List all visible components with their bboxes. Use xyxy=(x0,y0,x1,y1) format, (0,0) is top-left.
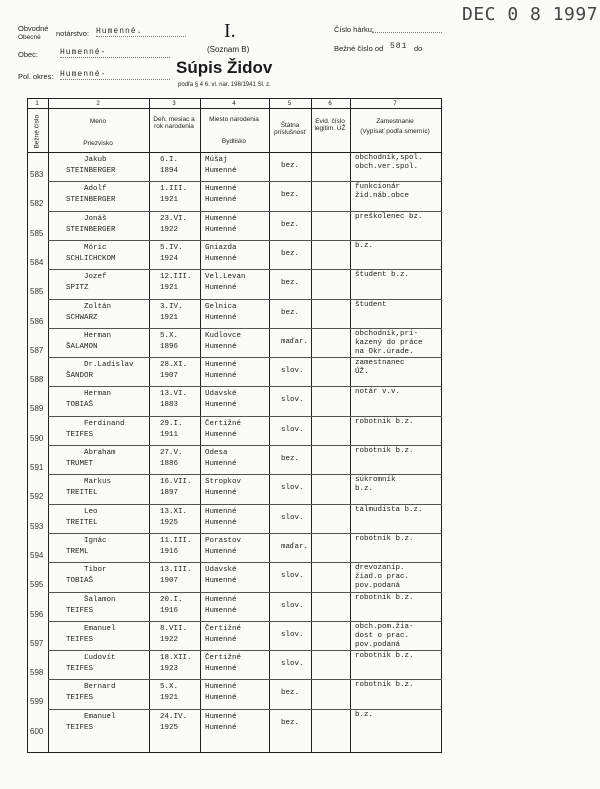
birth-year: 1894 xyxy=(160,167,179,175)
table-row xyxy=(0,386,600,415)
birth-place: Humenné xyxy=(205,712,237,721)
table-row xyxy=(0,299,600,328)
birth-year: 1921 xyxy=(160,313,179,322)
obec-label: Obec: xyxy=(18,50,39,59)
birth-place: Gelnica xyxy=(205,302,237,311)
first-name: Jonáš xyxy=(84,214,107,223)
last-name: TREITEL xyxy=(66,489,98,498)
residence: Humenné xyxy=(205,489,237,498)
birth-year: 1883 xyxy=(160,401,179,410)
birth-date: 29.I. xyxy=(160,419,183,428)
table-row xyxy=(0,328,600,357)
table-row xyxy=(0,592,600,621)
last-name: TEIFES xyxy=(66,606,94,615)
last-name: STEINBERGER xyxy=(66,167,116,175)
first-name: Móric xyxy=(84,243,107,252)
birth-date: 5.X. xyxy=(160,683,179,692)
first-name: Bernard xyxy=(84,683,116,692)
row-number: 587 xyxy=(30,345,44,355)
nationality: bez. xyxy=(281,718,300,727)
birth-date: 13.XI. xyxy=(160,507,188,516)
birth-date: 1.III. xyxy=(160,185,188,194)
nationality: slov. xyxy=(281,513,304,522)
birth-date: 27.V. xyxy=(160,449,183,457)
col-header-statna: Štátna príslušnosť xyxy=(273,122,307,137)
birth-place: Humenné xyxy=(205,185,237,194)
page-subtitle: podľa § 4 6. vl. nar. 198/1941 Sl. z. xyxy=(178,82,271,88)
row-number: 590 xyxy=(30,433,44,443)
nationality: slov. xyxy=(281,425,304,434)
occupation-line-1: b.z. xyxy=(355,710,374,719)
first-name: Šalamon xyxy=(84,595,116,604)
first-name: Emanuel xyxy=(84,624,116,633)
birth-date: 11.III. xyxy=(160,536,192,545)
last-name: ŠALAMON xyxy=(66,342,98,351)
first-name: Dr.Ladislav xyxy=(84,361,134,370)
nationality: slov. xyxy=(281,630,304,639)
nationality: maďar. xyxy=(281,542,309,551)
birth-place: Udavské xyxy=(205,566,237,575)
first-name: Markus xyxy=(84,478,112,487)
birth-date: 23.VI. xyxy=(160,214,188,223)
table-row-rule xyxy=(27,108,442,109)
birth-date: 5.X. xyxy=(160,331,179,340)
first-name: Adolf xyxy=(84,185,107,194)
birth-year: 1925 xyxy=(160,723,179,732)
col-header-bezne-cislo: Bežné číslo xyxy=(33,114,41,149)
last-name: STEINBERGER xyxy=(66,196,116,205)
birth-date: 13.III. xyxy=(160,566,192,575)
occupation-line-1: funkcionár xyxy=(355,183,401,192)
nationality: bez. xyxy=(281,308,300,317)
nationality: bez. xyxy=(281,455,300,463)
notarstvo-value: Humenné. xyxy=(96,27,186,37)
col-header-bydlisko: Bydlisko xyxy=(221,138,247,145)
col-header-miesto: Miesto narodenia xyxy=(209,116,259,123)
first-name: Zoltán xyxy=(84,302,112,311)
table-row xyxy=(0,621,600,650)
residence: Humenné xyxy=(205,342,237,351)
residence: Humenné xyxy=(205,460,237,468)
residence: Humenné xyxy=(205,606,237,615)
table-row xyxy=(0,211,600,240)
birth-place: Humenné xyxy=(205,361,237,370)
occupation-line-3: pov.podaná xyxy=(355,640,401,649)
soznam-label: (Soznam B) xyxy=(207,45,250,54)
last-name: SPITZ xyxy=(66,284,89,293)
occupation-line-1: súkromník xyxy=(355,476,396,485)
birth-date: 3.IV. xyxy=(160,302,183,311)
first-name: Herman xyxy=(84,331,112,340)
last-name: TEIFES xyxy=(66,723,94,732)
row-number: 600 xyxy=(30,726,44,736)
birth-place: Humenné xyxy=(205,595,237,604)
residence: Humenné xyxy=(205,430,237,439)
birth-year: 1907 xyxy=(160,372,179,381)
first-name: Herman xyxy=(84,390,112,399)
table-row xyxy=(0,504,600,533)
col-header-evid: Evid. číslo legitim. ÚŽ xyxy=(314,118,346,133)
birth-year: 1924 xyxy=(160,254,179,263)
birth-place: Múšaj xyxy=(205,156,228,164)
last-name: SCHLICHCKOM xyxy=(66,254,116,263)
residence: Humenné xyxy=(205,547,237,556)
residence: Humenné xyxy=(205,518,237,527)
residence: Humenné xyxy=(205,665,237,674)
birth-year: 1907 xyxy=(160,577,179,586)
birth-place: Čertižné xyxy=(205,654,242,663)
birth-date: 16.VII. xyxy=(160,478,192,487)
occupation-line-1: obchodník,pri- xyxy=(355,329,419,338)
obvodne-label-text: Obvodné xyxy=(18,24,49,33)
birth-date: 12.III. xyxy=(160,273,192,282)
occupation-line-1: obch.pom.žia- xyxy=(355,622,414,631)
occupation-line-1: robotník b.z. xyxy=(355,417,414,426)
birth-year: 1916 xyxy=(160,547,179,556)
residence: Humenné xyxy=(205,723,237,732)
nationality: slov. xyxy=(281,601,304,610)
birth-year: 1925 xyxy=(160,518,179,527)
birth-place: Porastov xyxy=(205,536,242,545)
birth-date: 18.XII. xyxy=(160,654,192,663)
table-row-rule xyxy=(27,752,442,753)
birth-date: 24.IV. xyxy=(160,712,188,721)
row-number: 597 xyxy=(30,638,44,648)
row-number: 596 xyxy=(30,609,44,619)
occupation-line-2: žiad.o prac. xyxy=(355,573,410,582)
occupation-line-1: študent b.z. xyxy=(355,271,410,280)
table-row-rule xyxy=(27,98,442,99)
row-number: 598 xyxy=(30,668,44,678)
birth-date: 6.I. xyxy=(160,156,179,164)
table-row xyxy=(0,152,600,181)
row-number: 585 xyxy=(30,228,44,238)
pol-okres-value: Humenné- xyxy=(60,70,170,80)
col-num-7: 7 xyxy=(393,101,397,107)
occupation-line-1: talmudista b.z. xyxy=(355,505,423,514)
birth-year: 1923 xyxy=(160,665,179,674)
table-row xyxy=(0,533,600,562)
birth-year: 1886 xyxy=(160,460,179,468)
obec-small-label: Obecné xyxy=(18,34,41,41)
row-number: 582 xyxy=(30,199,44,209)
row-number: 588 xyxy=(30,375,44,385)
last-name: ŠANDOR xyxy=(66,372,94,381)
birth-year: 1922 xyxy=(160,635,179,644)
birth-place: Udavské xyxy=(205,390,237,399)
occupation-line-1: robotník b.z. xyxy=(355,652,414,661)
occupation-line-1: študent xyxy=(355,300,387,309)
last-name: TEIFES xyxy=(66,635,94,644)
last-name: TOBIAŠ xyxy=(66,401,94,410)
residence: Humenné xyxy=(205,284,237,293)
col-header-datum: Deň, mesiac a rok narodenia xyxy=(153,116,195,131)
birth-date: 5.IV. xyxy=(160,243,183,252)
row-number: 592 xyxy=(30,492,44,502)
bezne-cislo-od: 581 xyxy=(390,42,408,51)
occupation-line-2: ÚŽ. xyxy=(355,368,369,377)
row-number: 584 xyxy=(30,257,44,267)
residence: Humenné xyxy=(205,313,237,322)
occupation-line-1: robotník b.z. xyxy=(355,534,414,543)
notarstvo-label: notárstvo: xyxy=(56,29,89,38)
pol-okres-label: Pol. okres: xyxy=(18,72,54,81)
occupation-line-2: žid.náb.obce xyxy=(355,192,410,201)
table-row xyxy=(0,679,600,708)
birth-place: Vel.Levan xyxy=(205,273,246,282)
residence: Humenné xyxy=(205,167,237,175)
col-num-4: 4 xyxy=(232,101,236,107)
nationality: slov. xyxy=(281,396,304,405)
col-header-priezvisko: Priezvisko xyxy=(83,140,113,147)
row-number: 594 xyxy=(30,550,44,560)
row-number: 593 xyxy=(30,521,44,531)
birth-year: 1916 xyxy=(160,606,179,615)
occupation-line-3: na Okr.úrade. xyxy=(355,347,414,356)
occupation-line-1: notár v.v. xyxy=(355,388,401,397)
table-row xyxy=(0,650,600,679)
birth-date: 28.XI. xyxy=(160,361,188,370)
table-row xyxy=(0,240,600,269)
birth-place: Kudlovce xyxy=(205,331,242,340)
occupation-line-3: pov.podaná xyxy=(355,582,401,591)
residence: Humenné xyxy=(205,577,237,586)
table-row xyxy=(0,709,600,738)
first-name: Ignác xyxy=(84,536,107,545)
col-num-1: 1 xyxy=(35,101,39,107)
cislo-harku-line xyxy=(372,32,442,33)
last-name: TRUMET xyxy=(66,460,94,468)
first-name: Ľudovít xyxy=(84,654,116,663)
birth-place: Gniazda xyxy=(205,243,237,252)
birth-date: 8.VII. xyxy=(160,624,188,633)
roman-numeral: I. xyxy=(224,20,236,42)
occupation-line-1: robotník b.z. xyxy=(355,447,414,455)
birth-year: 1896 xyxy=(160,342,179,351)
col-header-vypisat: (Vypísať podľa smerníc) xyxy=(360,128,430,135)
bezne-cislo-do: do xyxy=(414,44,423,53)
residence: Humenné xyxy=(205,196,237,205)
nationality: slov. xyxy=(281,484,304,493)
occupation-line-1: robotník b.z. xyxy=(355,681,414,690)
first-name: Ferdinand xyxy=(84,419,125,428)
col-num-6: 6 xyxy=(328,101,332,107)
residence: Humenné xyxy=(205,372,237,381)
occupation-line-2: dost o prac. xyxy=(355,631,410,640)
row-number: 589 xyxy=(30,404,44,414)
table-row xyxy=(0,562,600,591)
row-number: 583 xyxy=(30,170,44,179)
last-name: TREML xyxy=(66,547,89,556)
occupation-line-1: b.z. xyxy=(355,241,374,250)
table-row xyxy=(0,474,600,503)
nationality: bez. xyxy=(281,162,300,170)
table-row xyxy=(0,181,600,210)
col-num-3: 3 xyxy=(172,101,176,107)
residence: Humenné xyxy=(205,635,237,644)
last-name: SCHWARZ xyxy=(66,313,98,322)
first-name: Leo xyxy=(84,507,98,516)
birth-year: 1897 xyxy=(160,489,179,498)
nationality: slov. xyxy=(281,572,304,581)
occupation-line-1: obchodník,spol. xyxy=(355,154,423,162)
birth-year: 1921 xyxy=(160,284,179,293)
first-name: Jakub xyxy=(84,156,107,164)
birth-place: Humenné xyxy=(205,214,237,223)
occupation-line-1: zamestnanec xyxy=(355,359,405,368)
birth-year: 1921 xyxy=(160,694,179,703)
bezne-cislo-label: Bežné číslo od xyxy=(334,44,384,53)
last-name: STEINBERGER xyxy=(66,225,116,234)
birth-date: 13.VI. xyxy=(160,390,188,399)
birth-year: 1922 xyxy=(160,225,179,234)
page-title: Súpis Židov xyxy=(176,58,273,77)
occupation-line-2: obch.ver.spol. xyxy=(355,163,419,171)
obec-value: Humenné- xyxy=(60,48,170,58)
obvodne-label xyxy=(18,24,48,42)
occupation-line-2: b.z. xyxy=(355,485,374,494)
table-row xyxy=(0,269,600,298)
occupation-line-2: kazený do práce xyxy=(355,338,423,347)
birth-place: Humenné xyxy=(205,507,237,516)
birth-place: Stropkov xyxy=(205,478,242,487)
first-name: Jozef xyxy=(84,273,107,282)
occupation-line-1: preškolenec bz. xyxy=(355,212,423,221)
row-number: 595 xyxy=(30,580,44,590)
residence: Humenné xyxy=(205,401,237,410)
nationality: bez. xyxy=(281,220,300,229)
birth-place: Odesa xyxy=(205,449,228,457)
nationality: slov. xyxy=(281,367,304,376)
col-num-2: 2 xyxy=(96,101,100,107)
table-row xyxy=(0,357,600,386)
residence: Humenné xyxy=(205,254,237,263)
table-row xyxy=(0,416,600,445)
first-name: Tibor xyxy=(84,566,107,575)
col-header-meno: Meno xyxy=(89,118,107,125)
nationality: slov. xyxy=(281,660,304,669)
residence: Humenné xyxy=(205,225,237,234)
nationality: bez. xyxy=(281,279,300,288)
nationality: maďar. xyxy=(281,337,309,346)
nationality: bez. xyxy=(281,191,300,200)
birth-place: Čertižné xyxy=(205,624,242,633)
nationality: bez. xyxy=(281,249,300,258)
occupation-line-1: drevozanip. xyxy=(355,564,405,573)
birth-date: 20.I. xyxy=(160,595,183,604)
date-stamp: DEC 0 8 1997 xyxy=(462,4,599,25)
last-name: TEIFES xyxy=(66,694,94,703)
last-name: TREITEL xyxy=(66,518,98,527)
first-name: Abraham xyxy=(84,449,116,457)
birth-place: Humenné xyxy=(205,683,237,692)
cislo-harku-label: Číslo hárku: xyxy=(334,25,375,34)
birth-place: Čertižné xyxy=(205,419,242,428)
row-number: 591 xyxy=(30,463,44,472)
occupation-line-1: robotník b.z. xyxy=(355,593,414,602)
nationality: bez. xyxy=(281,689,300,698)
last-name: TEIFES xyxy=(66,430,94,439)
table-row xyxy=(0,445,600,474)
col-num-5: 5 xyxy=(287,101,292,107)
residence: Humenné xyxy=(205,694,237,703)
row-number: 586 xyxy=(30,316,44,326)
col-header-zamestnanie: Zamestnanie xyxy=(376,118,414,125)
row-number: 585 xyxy=(30,287,44,297)
last-name: TEIFES xyxy=(66,665,94,674)
first-name: Emanuel xyxy=(84,712,116,721)
birth-year: 1911 xyxy=(160,430,179,439)
birth-year: 1921 xyxy=(160,196,179,205)
last-name: TOBIAŠ xyxy=(66,577,94,586)
row-number: 599 xyxy=(30,697,44,707)
